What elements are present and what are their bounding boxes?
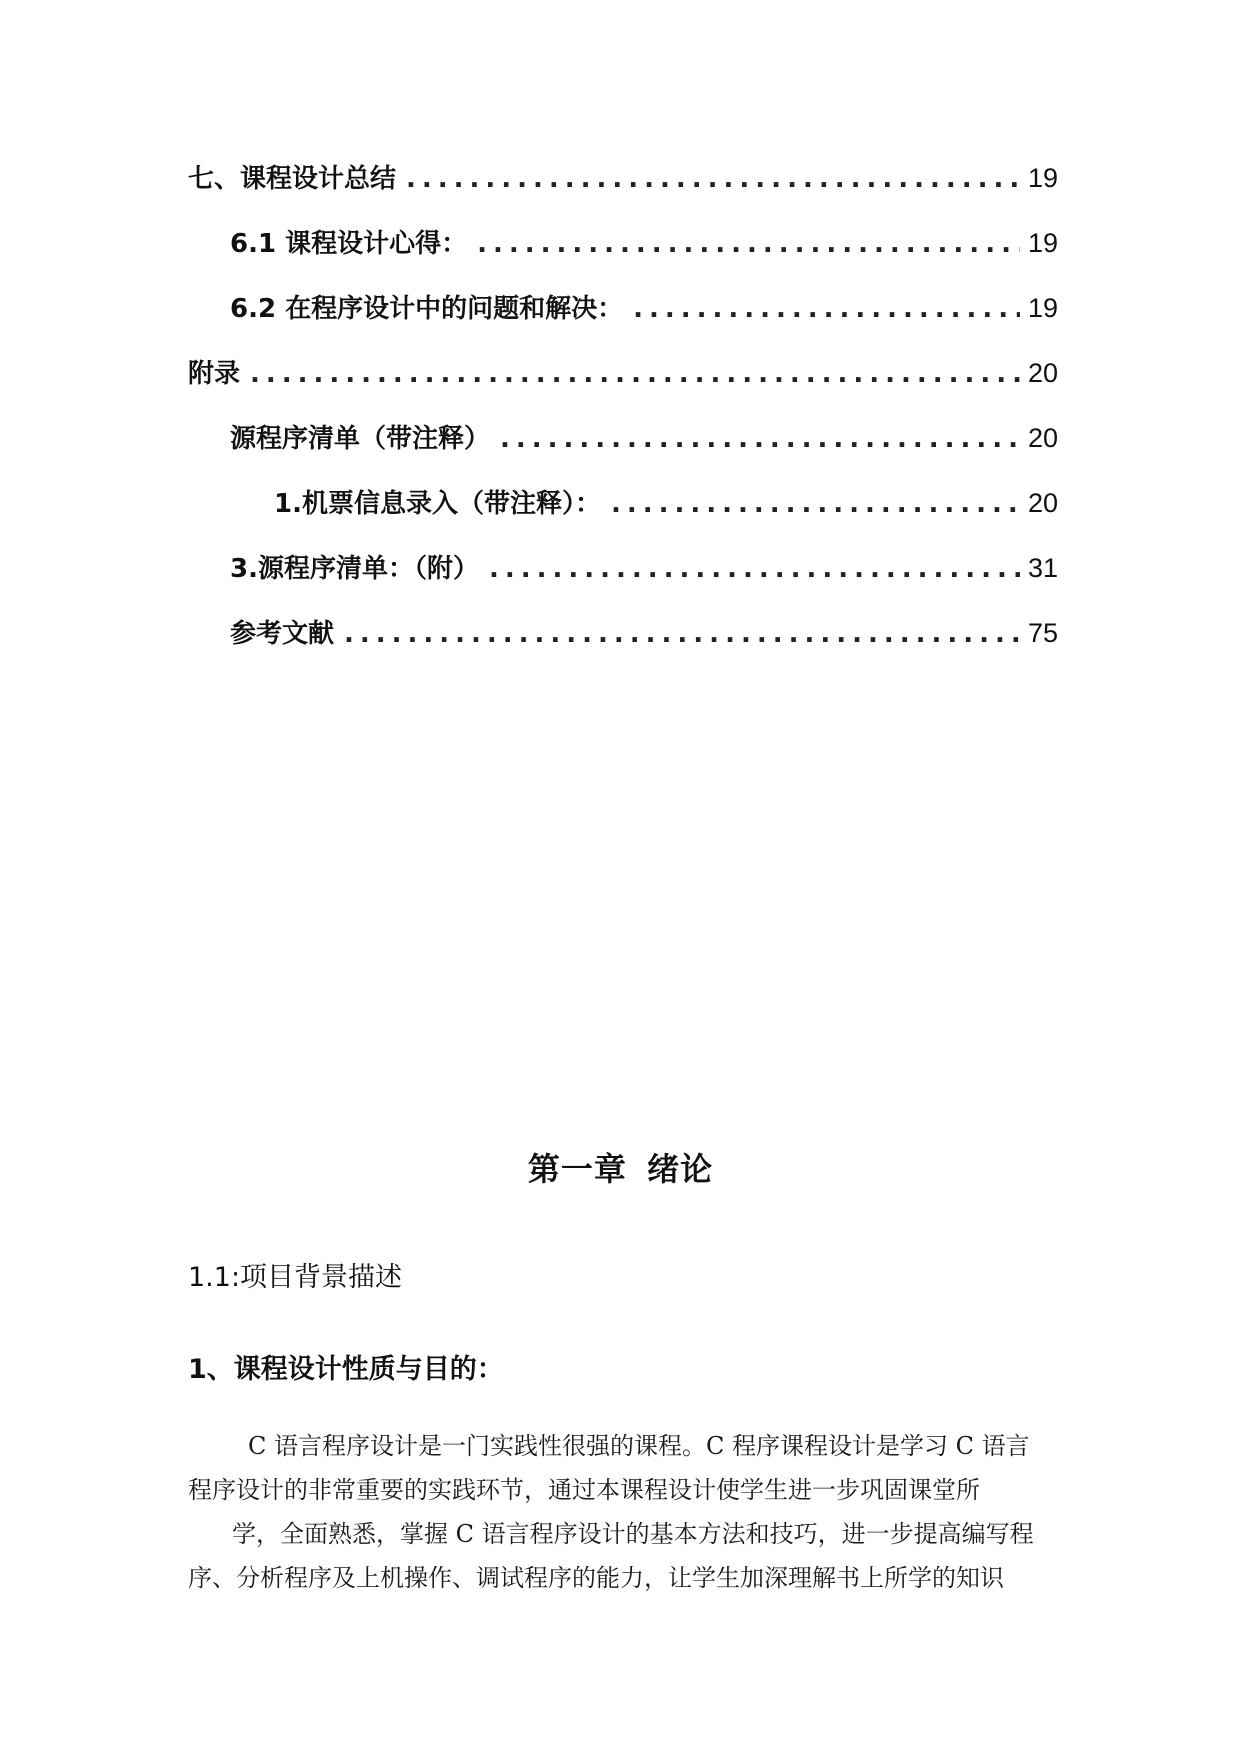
body-line: 序、分析程序及上机操作、调试程序的能力，让学生加深理解书上所学的知识 bbox=[188, 1564, 1004, 1592]
toc-dot-leader bbox=[344, 619, 1020, 649]
toc-entry-title: 6.1 课程设计心得： bbox=[230, 229, 468, 259]
toc-dot-leader bbox=[500, 424, 1020, 454]
toc-entry-page: 31 bbox=[1027, 553, 1058, 583]
body-paragraph bbox=[188, 1424, 1058, 1600]
toc-entry[interactable] bbox=[188, 548, 1058, 613]
toc-entry-title: 1.机票信息录入（带注释）： bbox=[274, 489, 601, 519]
toc-dot-leader bbox=[611, 489, 1020, 519]
toc-dot-leader bbox=[406, 164, 1020, 194]
subsection-title: 1、课程设计性质与目的： bbox=[188, 1354, 504, 1385]
toc-entry-page: 20 bbox=[1027, 358, 1058, 388]
toc-entry-title: 3.源程序清单：（附） bbox=[230, 554, 479, 584]
body-line: 程序设计的非常重要的实践环节，通过本课程设计使学生进一步巩固课堂所 bbox=[188, 1476, 980, 1504]
toc-entry-page: 75 bbox=[1027, 618, 1058, 648]
toc-entry-title: 七、课程设计总结 bbox=[188, 164, 397, 194]
toc-entry[interactable] bbox=[188, 613, 1058, 678]
toc-entry[interactable] bbox=[188, 353, 1058, 418]
body-line: C 语言程序设计是一门实践性很强的课程。C 程序课程设计是学习 C 语言 bbox=[248, 1432, 1030, 1460]
toc-entry[interactable] bbox=[188, 288, 1058, 353]
toc-entry[interactable] bbox=[188, 158, 1058, 223]
toc-entry-page: 20 bbox=[1027, 488, 1058, 518]
chapter-title: 第一章 绪论 bbox=[527, 1150, 714, 1188]
toc-entry-page: 19 bbox=[1027, 293, 1058, 323]
toc-dot-leader bbox=[250, 359, 1020, 389]
table-of-contents bbox=[188, 158, 1058, 678]
toc-entry-title: 参考文献 bbox=[230, 619, 335, 649]
toc-entry-page: 20 bbox=[1027, 423, 1058, 453]
toc-entry-page: 19 bbox=[1027, 163, 1058, 193]
toc-entry-title: 源程序清单（带注释） bbox=[230, 424, 491, 454]
body-line: 学，全面熟悉，掌握 C 语言程序设计的基本方法和技巧，进一步提高编写程 bbox=[232, 1520, 1034, 1548]
toc-entry[interactable] bbox=[188, 418, 1058, 483]
toc-entry[interactable] bbox=[188, 483, 1058, 548]
toc-dot-leader bbox=[477, 229, 1020, 259]
section-title: 1.1:项目背景描述 bbox=[188, 1262, 403, 1293]
toc-entry-page: 19 bbox=[1027, 228, 1058, 258]
toc-entry-title: 6.2 在程序设计中的问题和解决： bbox=[230, 294, 624, 324]
toc-entry[interactable] bbox=[188, 223, 1058, 288]
toc-dot-leader bbox=[489, 554, 1020, 584]
toc-entry-title: 附录 bbox=[188, 359, 241, 389]
toc-dot-leader bbox=[633, 294, 1020, 324]
